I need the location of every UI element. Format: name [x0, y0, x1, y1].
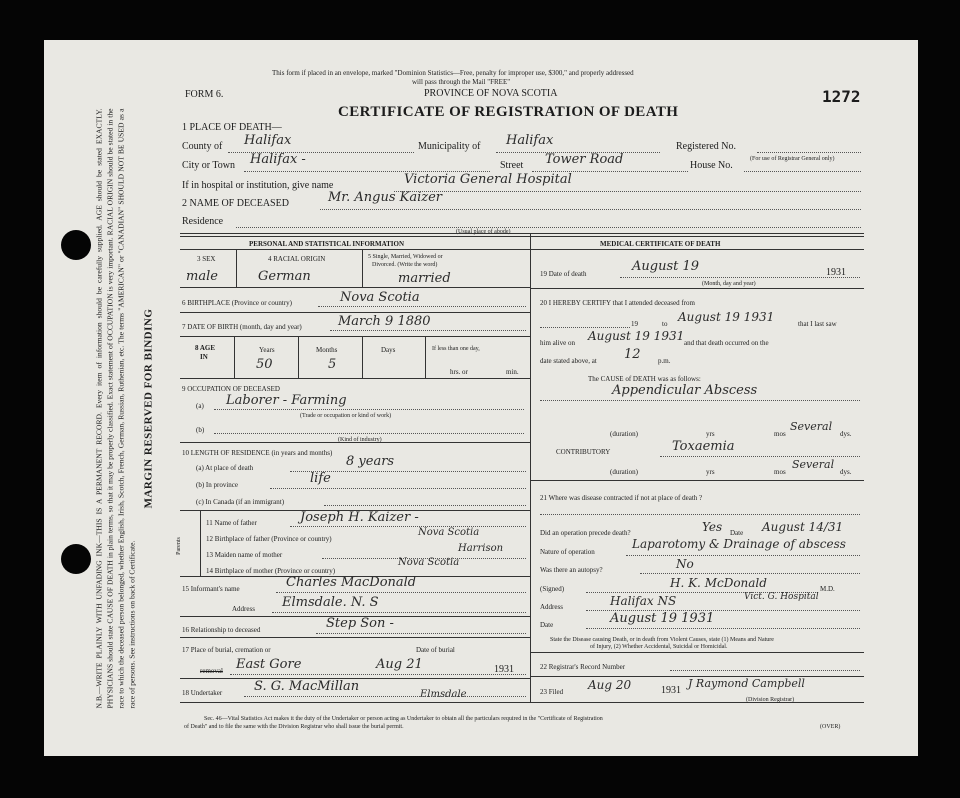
- disease-note: State the Disease causing Death, or in death from Violent Causes, state (1) Means and Nature: [550, 637, 774, 643]
- registrar-note: (Division Registrar): [746, 697, 795, 703]
- duration-cause: Several: [790, 420, 833, 433]
- burial-date-label: Date of burial: [416, 646, 455, 654]
- burial-place: East Gore: [236, 657, 302, 672]
- occ-a-note: (Trade or occupation or kind of work): [300, 413, 392, 419]
- registrar-record-label: 22 Registrar's Record Number: [540, 663, 626, 671]
- occupation-trade: Laborer - Farming: [226, 393, 347, 408]
- burial-date: Aug 21: [376, 657, 423, 672]
- signed-date-label: Date: [540, 621, 554, 629]
- age-label-2: IN: [200, 353, 208, 361]
- death-certificate-page: [44, 40, 918, 756]
- relationship-label: 16 Relationship to deceased: [182, 626, 261, 634]
- physician-address-2: Vict. G. Hospital: [744, 592, 819, 602]
- dob-label: 7 DATE OF BIRTH (month, day and year): [182, 323, 302, 331]
- burial-year: 1931: [494, 664, 514, 675]
- certify-line: 20 I HEREBY CERTIFY that I attended deceased from: [540, 299, 695, 307]
- birthplace-label: 6 BIRTHPLACE (Province or country): [182, 299, 293, 307]
- province-title: PROVINCE OF NOVA SCOTIA: [424, 88, 558, 99]
- binding-hole: [61, 544, 91, 574]
- occ-b-note: (Kind of industry): [338, 437, 382, 443]
- duration-label: (duration): [610, 430, 638, 438]
- less-than-day-label: If less than one day,: [432, 346, 480, 352]
- marital-label-2: Divorced. (Write the word): [372, 262, 438, 268]
- res-a-label: (a) At place of death: [196, 464, 254, 472]
- yrs-label-2: yrs: [706, 468, 715, 476]
- age-years: 50: [256, 357, 273, 372]
- certificate-number: 1272: [822, 87, 861, 106]
- occ-a-label: (a): [196, 402, 204, 410]
- last-saw-label: that I last saw: [798, 320, 837, 328]
- last-seen-date: August 19 1931: [588, 329, 685, 343]
- physician-address: Halifax NS: [610, 594, 677, 608]
- father-birthplace: Nova Scotia: [418, 527, 480, 538]
- dod-note: (Month, day and year): [702, 281, 756, 287]
- duration-label-2: (duration): [610, 468, 638, 476]
- hrs-label: hrs. or: [450, 368, 468, 376]
- filed-date: Aug 20: [588, 678, 632, 692]
- municipality-label: Municipality of: [418, 141, 481, 152]
- contributory-label: CONTRIBUTORY: [556, 448, 611, 456]
- hospital-value: Victoria General Hospital: [404, 172, 572, 187]
- days-label: Days: [381, 346, 396, 354]
- operation-nature: Laparotomy & Drainage of abscess: [632, 537, 846, 551]
- res-a-value: 8 years: [346, 454, 395, 469]
- date-of-death-label: 19 Date of death: [540, 270, 587, 278]
- street-label: Street: [500, 160, 524, 171]
- mos-label: mos: [774, 430, 786, 438]
- duration-contributory: Several: [792, 458, 835, 471]
- deceased-name: Mr. Angus Kaizer: [328, 190, 442, 205]
- footer-notice-2: of Death" and to file the same with the Division Registrar who shall issue the burial permit.: [184, 724, 404, 730]
- margin-instructions: N.B.—WRITE PLAINLY WITH UNFADING INK—THIS IS A PERMANENT RECORD. Every item of information should be carefully supplied. AGE should be stated EXACTLY. PHYSICIANS should state CAUSE OF DEATH in plain terms, so that it may be properly classified. Exact statement of OCCUPATION is very important. RACIAL ORIGIN should be stated in the race to which the deceased person belonged, whether English, Irish, Scotch, French, German, Russian, Ruthenian, etc. The terms "AMERICAN" or "CANADIAN" SHOULD NOT BE USED as a race of persons. See instructions on back of Certificate.: [94, 108, 137, 709]
- medical-header: MEDICAL CERTIFICATE OF DEATH: [600, 240, 721, 248]
- autopsy-answer: No: [676, 557, 694, 571]
- mother-label: 13 Maiden name of mother: [206, 551, 283, 559]
- physician-address-label: Address: [540, 603, 563, 611]
- year-prefix: 19: [631, 320, 638, 328]
- over-label: (OVER): [820, 724, 841, 730]
- months-label: Months: [316, 346, 338, 354]
- disease-note-2: of Injury, (2) Whether Accidental, Suicidal or Homicidal.: [590, 644, 728, 650]
- res-b-value: life: [310, 471, 331, 486]
- dys-label-2: dys.: [840, 468, 852, 476]
- operation-date: August 14/31: [762, 520, 844, 534]
- marital-value: married: [398, 271, 451, 286]
- residence-length-label: 10 LENGTH OF RESIDENCE (in years and months): [182, 449, 333, 457]
- operation-question: Did an operation precede death?: [540, 529, 631, 537]
- certificate-title: CERTIFICATE OF REGISTRATION OF DEATH: [338, 104, 679, 120]
- nature-label: Nature of operation: [540, 548, 595, 556]
- burial-label-removal: removal: [200, 667, 223, 675]
- father-label: 11 Name of father: [206, 519, 257, 527]
- informant-name: Charles MacDonald: [286, 575, 417, 590]
- dys-label: dys.: [840, 430, 852, 438]
- municipality-value: Halifax: [506, 133, 554, 148]
- operation-answer: Yes: [702, 520, 723, 534]
- alive-on-label: him alive on: [540, 339, 575, 347]
- physician-signature: H. K. McDonald: [670, 576, 767, 590]
- signed-label: (Signed): [540, 585, 565, 593]
- operation-date-label: Date: [730, 529, 744, 537]
- pm-label: p.m.: [658, 357, 671, 365]
- mother-name: Harrison: [458, 543, 504, 554]
- hospital-label: If in hospital or institution, give name: [182, 180, 334, 191]
- mother-birthplace-label: 14 Birthplace of mother (Province or country): [206, 567, 336, 575]
- time-of-death: 12: [624, 347, 641, 362]
- informant-label: 15 Informant's name: [182, 585, 240, 593]
- footer-notice: Sec. 46—Vital Statistics Act makes it the duty of the Undertaker or person acting as Undertaker to obtain all the particulars required in the "Certificate of Registration: [204, 716, 603, 722]
- cause-of-death: Appendicular Abscess: [612, 383, 758, 398]
- father-birthplace-label: 12 Birthplace of father (Province or country): [206, 535, 332, 543]
- informant-address: Elmsdale. N. S: [282, 595, 379, 610]
- binding-margin: [94, 109, 155, 709]
- sex-label: 3 SEX: [197, 255, 216, 263]
- registrar-signature: J Raymond Campbell: [688, 677, 805, 690]
- to-label: to: [662, 320, 668, 328]
- city-value: Halifax -: [250, 152, 306, 167]
- dob-value: March 9 1880: [338, 314, 431, 329]
- margin-title: MARGIN RESERVED FOR BINDING: [142, 308, 155, 509]
- registered-note: (For use of Registrar General only): [750, 156, 835, 162]
- cause-label: The CAUSE of DEATH was as follows:: [588, 375, 701, 383]
- county-value: Halifax: [244, 133, 292, 148]
- racial-value: German: [258, 269, 311, 284]
- informant-address-label: Address: [232, 605, 255, 613]
- binding-hole: [61, 230, 91, 260]
- date-of-death: August 19: [632, 259, 700, 274]
- birthplace-value: Nova Scotia: [340, 290, 420, 305]
- deceased-label: 2 NAME OF DECEASED: [182, 198, 289, 209]
- contributory-cause: Toxaemia: [672, 439, 735, 454]
- racial-label: 4 RACIAL ORIGIN: [268, 255, 326, 263]
- place-section-label: 1 PLACE OF DEATH—: [182, 122, 282, 133]
- mother-birthplace: Nova Scotia: [398, 557, 460, 568]
- personal-header: PERSONAL AND STATISTICAL INFORMATION: [249, 240, 405, 248]
- yrs-label: yrs: [706, 430, 715, 438]
- min-label: min.: [506, 368, 519, 376]
- age-months: 5: [328, 357, 337, 372]
- signed-date: August 19 1931: [610, 611, 715, 626]
- relationship-value: Step Son -: [326, 616, 394, 631]
- sex-value: male: [186, 269, 218, 284]
- marital-label: 5 Single, Married, Widowed or: [368, 254, 443, 260]
- occupation-label: 9 OCCUPATION OF DECEASED: [182, 385, 280, 393]
- age-label: 8 AGE: [195, 344, 216, 352]
- attended-to-date: August 19 1931: [678, 310, 775, 324]
- date-stated-label: date stated above, at: [540, 357, 597, 365]
- street-value: Tower Road: [545, 152, 624, 167]
- undertaker-place: Elmsdale: [420, 689, 467, 700]
- filed-year: 1931: [661, 685, 681, 696]
- autopsy-label: Was there an autopsy?: [540, 566, 603, 574]
- filed-label: 23 Filed: [540, 688, 564, 696]
- md-label: M.D.: [820, 585, 835, 593]
- form-number: FORM 6.: [185, 89, 224, 100]
- registered-no-label: Registered No.: [676, 141, 736, 152]
- mail-notice: This form if placed in an envelope, marked "Dominion Statistics—Free, penalty for improper use, $300," and properly addressed: [272, 69, 634, 77]
- res-b-label: (b) In province: [196, 481, 238, 489]
- death-year: 1931: [826, 267, 846, 278]
- county-label: County of: [182, 141, 223, 152]
- parents-label: Parents: [175, 537, 182, 555]
- residence-label: Residence: [182, 216, 224, 227]
- undertaker-name: S. G. MacMillan: [254, 679, 360, 694]
- q21-label: 21 Where was disease contracted if not at place of death ?: [540, 494, 703, 502]
- mos-label-2: mos: [774, 468, 786, 476]
- occ-b-label: (b): [196, 426, 205, 434]
- mail-notice-2: will pass through the Mail "FREE": [412, 78, 511, 86]
- city-label: City or Town: [182, 160, 236, 171]
- death-occurred-label: and that death occurred on the: [684, 339, 769, 347]
- father-name: Joseph H. Kaizer -: [300, 510, 419, 525]
- burial-label: 17 Place of burial, cremation or: [182, 646, 271, 654]
- residence-note: (Usual place of abode): [456, 229, 511, 235]
- undertaker-label: 18 Undertaker: [182, 689, 223, 697]
- res-c-label: (c) In Canada (if an immigrant): [196, 498, 285, 506]
- house-no-label: House No.: [690, 160, 733, 171]
- years-label: Years: [259, 346, 275, 354]
